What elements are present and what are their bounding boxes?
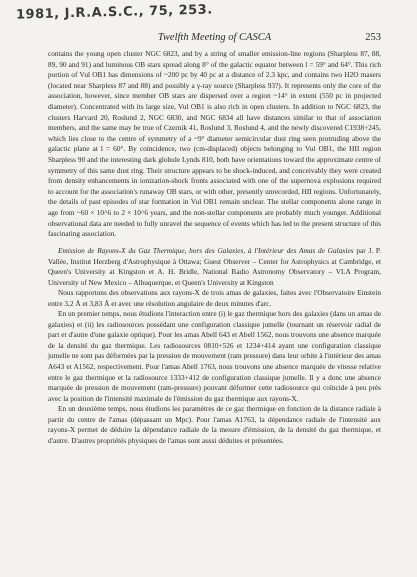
body-paragraph-intro [48,288,381,309]
paragraph-text: En un deuxième temps, nous étudions les paramètres de ce gaz thermique en fonction de la distance radiale à partir du centre de l'amas (dépassant un Mpc). Pour l'amas A1763, la dépendance radiale de l'intensité aux rayons-X permet de déduire la dépendance radiale de la mesure d'émission, de la densité du gaz thermique, et d'autre. D'autres propriétés physiques de l'amas sont aussi déduites et présentées. [48,404,381,445]
running-title: Twelfth Meeting of CASCA [157,32,272,43]
abstract-heading-text [48,246,381,288]
body-paragraph-second-study [48,404,381,446]
body-paragraph-vul-ob1 [48,49,381,240]
handwritten-citation-note: 1981, J.R.A.S.C., 75, 253. [15,2,213,23]
abstract-heading [48,246,381,288]
paragraph-text: contains the young open cluster NGC 6823, and by a string of smaller emission-line regions (Sharpless 87, 88, 89, 90 and 91) and luminous OB stars spread along 8° of the galactic equator between l = 59° and 64°. This rich portion of Vul OB1 has dimensions of ~200 pc by 40 pc at a distance of 2.3 kpc, and contains two H2O masers (located near Sharpless 87 and 88) and possibly a γ-ray source (Sharpless 93?). It represents only the core of the association, however, since member OB stars are dispersed over a region ~14° in extent (550 pc in projected diameter). Concentrated with its large size, Vul OB1 is also rich in open clusters. In addition to NGC 6823, the clusters Harvard 20, Roslund 2, NGC 6830, and NGC 6834 all have distances similar to that of association members, and the same may be true of Czernik 41, Roslund 3, Roslund 4, and the newly discovered C1938+245, which lies close to the centre of symmetry of a ~9° diameter semicircular dust ring seen protruding above the galactic plane at l = 60°. By coincidence, two (cm-displaced) objects belonging to Vul OB1, the HII region Sharpless 90 and the interesting dark globule Lynds 810, both have orientations toward the approximate centre of symmetry of this same dust ring. Their structure appears to be shock-induced, and conceivably they were created from density enhancements in ionization-shock fronts associated with one of the supernova explosions required to account for the association's runaway OB stars, or with other, presently unrecorded, HII regions. Unfortunately, the details of past episodes of star formation in Vul OB1 remain unclear. The stellar components alone range in age from ~60 × 10^6 to 2 × 10^6 years, and the non-stellar components are probably much younger. Additional observational data are needed to fully unravel the sequence of events which has led to the present structure of this fascinating association. [48,49,381,239]
paragraph-text: En un premier temps, nous étudions l'interaction entre (i) le gaz thermique hors des galaxies (dans un amas de galaxies) et (ii) les radiosources possédant une configuration classique jumelle (tournant un réservoir radial de part et d'autre d'une galaxie optique). Pour les amas Abell 643 et Abell 1562, nous trouvons une absence marquée de la densité du gaz thermique. Les radiosources 0810+526 et 1234+414 ayant une configuration classique jumelle ne sont pas déformées par la pression de mouvement (ram pressure) dans leur orbite à l'intérieur des amas A643 et A1562, respectivement. Pour l'amas Abell 1763, nous trouvons une absence marquée de vitesse relative entre le gaz thermique et la radiosource 1333+412 de configuration classique jumelle. Il y a donc une absence marquée de pression de mouvement (ram-pressure) pouvant déformer cette radiosource qui coïncide à peu près avec la position de l'intensité maximale de l'émission du gaz thermique aux rayons-X. [48,309,381,403]
paragraph-text: Nous rapportons des observations aux rayons-X de trois amas de galaxies, faites avec l'Observatoire Einstein entre 3,2 Å et 3,83 Å et avec une résolution angulaire de deux minutes d'arc. [48,288,381,308]
abstract-title: Emission de Rayons-X du Gaz Thermique, hors des Galaxies, à l'Intérieur des Amas de Galaxies [58,246,354,255]
abstract-authors: par J. P. Vallée, Institut Herzberg d'Astrophysique à Ottawa; Guest Observer – Center for Astrophysics at Cambridge, et Queen's University at Kingston et A. H. Bridle, National Radio Astronomy Observatory – VLA Program, University of New Mexico – Albuquerque, et Queen's University at Kingston [48,246,382,287]
page-number: 253 [365,32,381,43]
body-paragraph-first-study [48,309,381,404]
page-header [48,32,381,46]
